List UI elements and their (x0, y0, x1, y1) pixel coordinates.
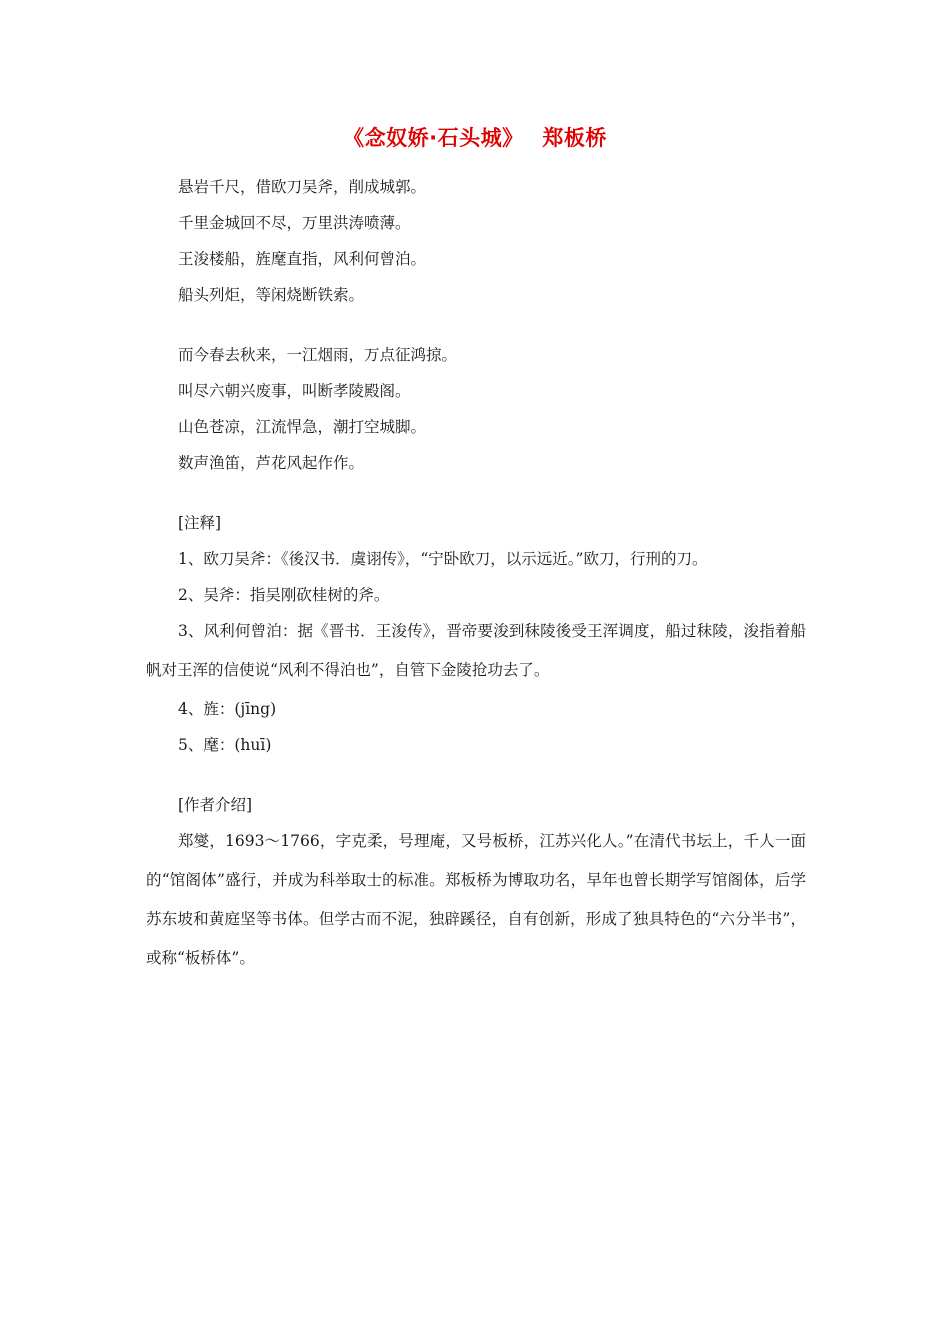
poem-line: 叫尽六朝兴废事，叫断孝陵殿阁。 (178, 382, 411, 400)
poem-title: 《念奴娇·石头城》 郑板桥 (343, 126, 607, 150)
poem-line: 数声渔笛，芦花风起作作。 (178, 454, 365, 472)
poem-line: 王浚楼船，旌麾直指，风利何曾泊。 (178, 250, 427, 268)
poem-line: 山色苍凉，江流悍急，潮打空城脚。 (178, 418, 427, 436)
author-heading: [作者介绍] (178, 796, 253, 814)
note-item: 3、风利何曾泊：据《晋书．王浚传》，晋帝要浚到秣陵後受王浑调度，船过秣陵，浚指着船帆对王浑的信使说“风利不得泊也”，自管下金陵抢功去了。 (146, 622, 806, 679)
note-item: 2、吴斧：指吴刚砍桂树的斧。 (178, 586, 390, 604)
poem-line: 而今春去秋来，一江烟雨，万点征鸿掠。 (178, 346, 458, 364)
note-item: 5、麾：(huī) (178, 736, 272, 754)
poem-line: 船头列炬，等闲烧断铁索。 (178, 286, 365, 304)
notes-heading: [注释] (178, 514, 222, 532)
note-item: 1、欧刀吴斧：《後汉书．虞诩传》，“宁卧欧刀，以示远近。”欧刀，行刑的刀。 (178, 550, 708, 568)
poem-line: 千里金城回不尽，万里洪涛喷薄。 (178, 214, 411, 232)
poem-line: 悬岩千尺，借欧刀吴斧，削成城郭。 (178, 178, 427, 196)
author-bio: 郑燮，1693～1766，字克柔，号理庵，又号板桥，江苏兴化人。”在清代书坛上，千人一面的“馆阁体”盛行，并成为科举取士的标准。郑板桥为博取功名，早年也曾长期学写馆阁体，后学苏东坡和黄庭坚等书体。但学古而不泥，独辟蹊径，自有创新，形成了独具特色的“六分半书”，或称“板桥体”。 (146, 832, 806, 967)
note-item: 4、旌：(jīng) (178, 700, 277, 718)
